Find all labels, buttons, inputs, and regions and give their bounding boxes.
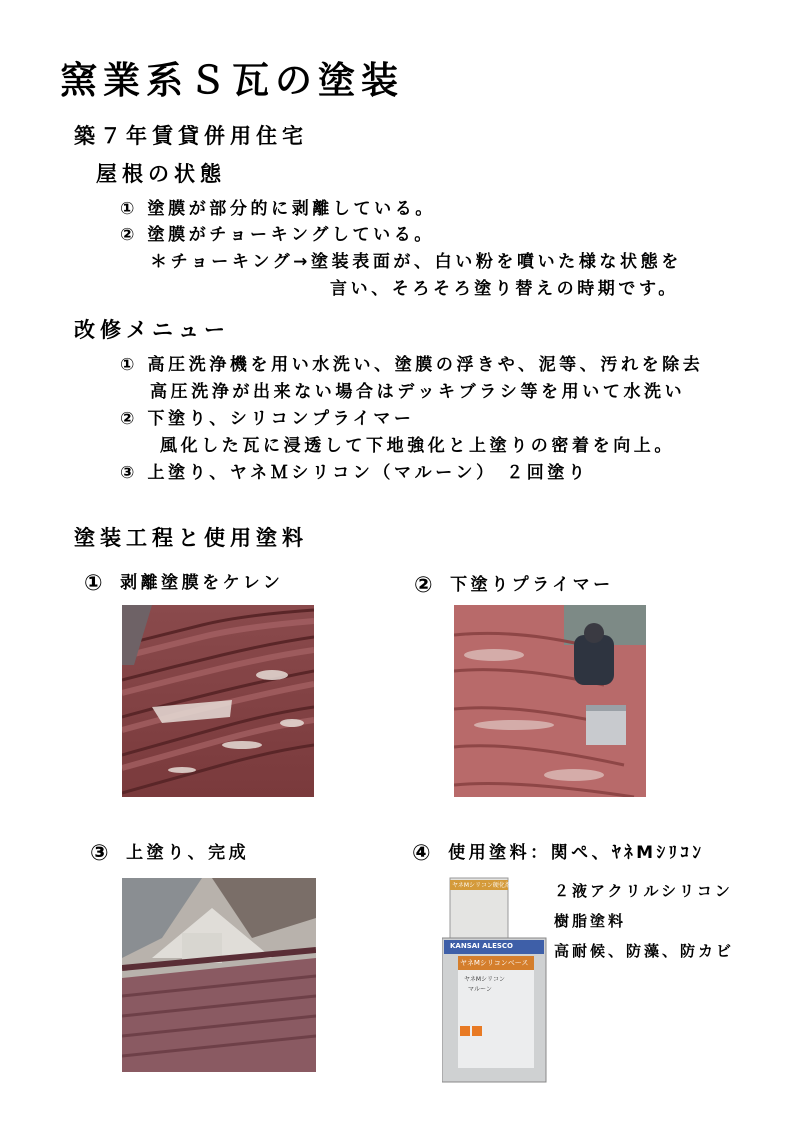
chalking-note-line-1: ＊チョーキング→塗装表面が、白い粉を噴いた様な状態を — [150, 252, 682, 272]
step-2-caption — [414, 570, 614, 598]
roof-condition-item-2: ② 塗膜がチョーキングしている。 — [120, 225, 435, 245]
paint-cans-photo — [442, 876, 550, 1086]
roof-condition-heading: 屋根の状態 — [96, 162, 226, 186]
paint-spec-2: 樹脂塗料 — [554, 912, 627, 930]
menu-line-5: ③ 上塗り、ヤネＭシリコン（マルーン） ２回塗り — [120, 463, 589, 483]
roof-peeling-photo — [122, 605, 314, 797]
step-1-label: 剥離塗膜をケレン — [120, 573, 284, 593]
step-1-number: ① — [84, 571, 107, 596]
building-type: 築７年賃貸併用住宅 — [74, 124, 308, 148]
process-heading: 塗装工程と使用塗料 — [74, 526, 308, 550]
step-4-number: ④ — [412, 841, 435, 866]
step-2-number: ② — [414, 573, 437, 598]
color-label: マルーン — [468, 986, 492, 993]
menu-line-3: ② 下塗り、シリコンプライマー — [120, 409, 415, 429]
finished-roof-photo — [122, 878, 316, 1072]
menu-line-1: ① 高圧洗浄機を用い水洗い、塗膜の浮きや、泥等、汚れを除去 — [120, 355, 704, 375]
step-3-caption — [90, 838, 249, 866]
step-1-caption — [84, 568, 283, 596]
step-3-number: ③ — [90, 841, 113, 866]
product-label: ヤネMシリコン — [464, 976, 505, 983]
repair-menu-heading: 改修メニュー — [74, 318, 230, 342]
roof-condition-item-1: ① 塗膜が部分的に剥離している。 — [120, 199, 436, 219]
menu-line-4: 風化した瓦に浸透して下地強化と上塗りの密着を向上。 — [160, 436, 675, 456]
brand-label: KANSAI ALESCO — [450, 942, 513, 950]
step-4-caption — [412, 838, 705, 866]
step-3-label: 上塗り、完成 — [126, 843, 250, 863]
large-can-label: ヤネMシリコンベース — [460, 959, 529, 967]
primer-coating-photo — [454, 605, 646, 797]
paint-spec-1: ２液アクリルシリコン — [554, 882, 733, 900]
menu-line-2: 高圧洗浄が出来ない場合はデッキブラシ等を用いて水洗い — [150, 382, 686, 402]
paint-spec-3: 高耐候、防藻、防カビ — [554, 942, 735, 960]
page-title: 窯業系Ｓ瓦の塗装 — [60, 59, 404, 102]
small-can-label: ヤネMシリコン硬化剤 — [452, 882, 511, 889]
chalking-note-line-2: 言い、そろそろ塗り替えの時期です。 — [330, 279, 679, 299]
step-2-label: 下塗りプライマー — [450, 575, 614, 595]
step-4-label: 使用塗料：関ペ、ﾔﾈMｼﾘｺﾝ — [448, 843, 705, 863]
